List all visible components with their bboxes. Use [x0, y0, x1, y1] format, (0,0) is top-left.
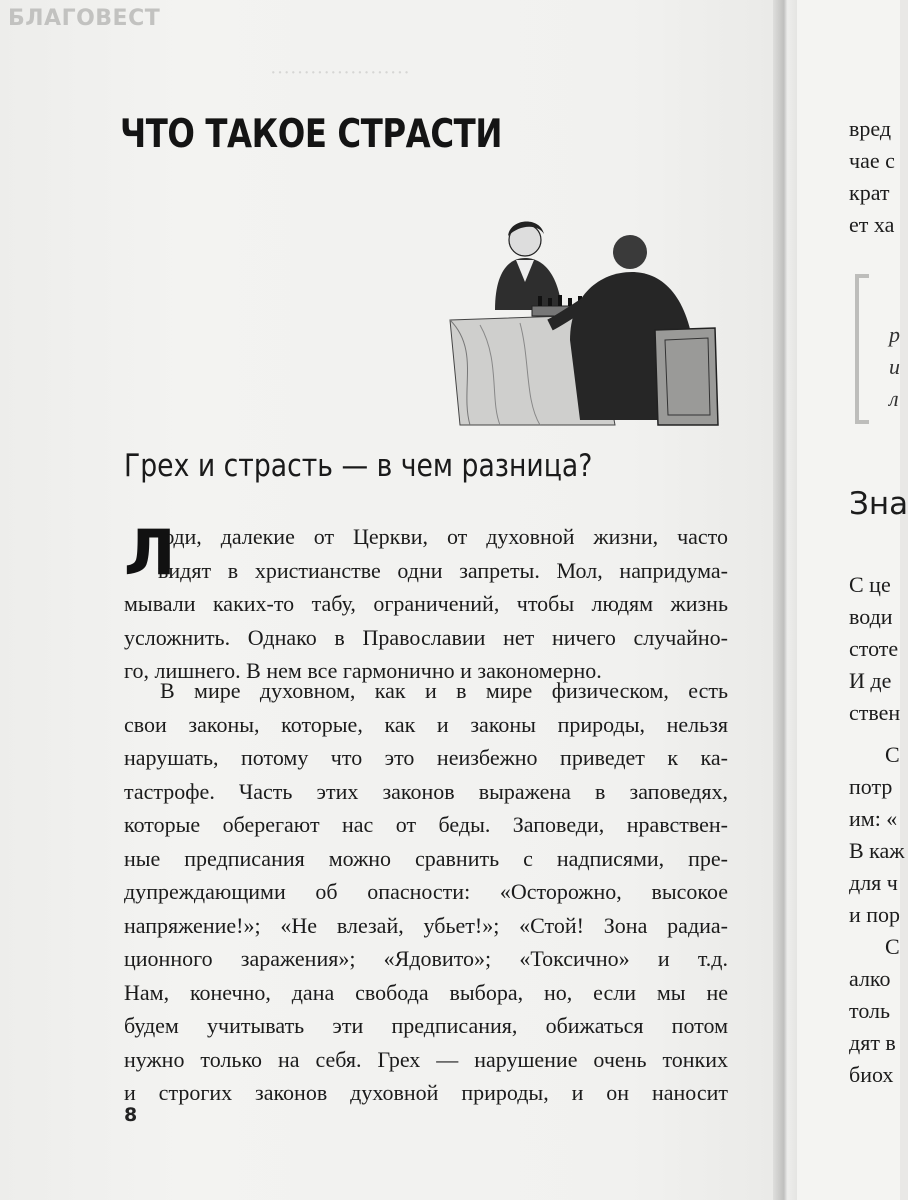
text-line: води — [849, 604, 893, 629]
quote-line: л — [889, 386, 899, 411]
drop-cap: Л — [124, 516, 176, 589]
show-through-text: ····················· — [270, 62, 410, 84]
text-line: С це — [849, 572, 891, 597]
text-line: напряжение!»; «Не влезай, убьет!»; «Стой! Зона радиа- — [124, 912, 728, 938]
text-line: вред — [849, 116, 892, 141]
text-line: им: « — [849, 806, 898, 831]
quote-line: и — [889, 354, 900, 379]
text-line: будем учитывать эти предписания, обижаться потом — [124, 1013, 728, 1038]
page-number: 8 — [124, 1104, 138, 1126]
section-subtitle: Грех и страсть — в чем разница? — [124, 448, 593, 484]
text-line: С — [885, 934, 900, 959]
text-line: дят в — [849, 1030, 896, 1055]
text-line: стоте — [849, 636, 899, 661]
quote-line: р — [889, 322, 900, 347]
text-line: Нам, конечно, дана свобода выбора, но, если мы не — [124, 979, 728, 1005]
text-line: ционного заражения»; «Ядовито»; «Токсично» и т.д. — [124, 946, 728, 971]
text-line: мывали каких-то табу, ограничений, чтобы людям жизнь — [124, 591, 728, 616]
watermark-logo: БЛАГОВЕСТ — [8, 6, 161, 31]
text-line: ет ха — [849, 212, 895, 237]
section-heading: Зна — [849, 486, 908, 522]
text-line: и пор — [849, 902, 901, 927]
right-page — [797, 0, 908, 1200]
chess-players-illustration — [440, 210, 730, 435]
text-line: алко — [849, 966, 891, 991]
text-line: усложнить. Однако в Православии нет ничего случайно- — [124, 624, 728, 650]
paragraph-2 — [124, 674, 728, 1110]
text-line: ствен — [849, 700, 901, 725]
text-line: юди, далекие от Церкви, от духовной жизни, часто — [158, 524, 728, 549]
text-line: и строгих законов духовной природы, и он наносит — [124, 1080, 728, 1105]
text-line: видят в христианстве одни запреты. Мол, напридума- — [158, 557, 728, 583]
text-line: тастрофе. Часть этих законов выражена в заповедях, — [124, 778, 728, 804]
text-line: ные предписания можно сравнить с надписями, пре- — [124, 845, 728, 871]
text-line: чае с — [849, 148, 895, 173]
text-line: С — [885, 742, 900, 767]
text-line: потр — [849, 774, 893, 799]
paragraph-1 — [124, 516, 728, 688]
text-line: В каж — [849, 838, 905, 863]
text-line: биох — [849, 1062, 894, 1087]
chapter-title: ЧТО ТАКОЕ СТРАСТИ — [120, 112, 503, 157]
text-line: для ч — [849, 870, 898, 895]
quote-bracket — [855, 274, 869, 424]
text-line: которые оберегают нас от беды. Заповеди, нравствен- — [124, 812, 728, 837]
text-line: В мире духовном, как и в мире физическом, есть — [160, 678, 728, 703]
text-line: крат — [849, 180, 890, 205]
book-gutter — [773, 0, 797, 1200]
text-line: И де — [849, 668, 892, 693]
text-line: толь — [849, 998, 891, 1023]
text-line: нарушать, потому что это неизбежно приведет к ка- — [124, 745, 728, 770]
text-line: го, лишнего. В нем все гармонично и закономерно. — [124, 658, 602, 683]
text-line: дупреждающими об опасности: «Осторожно, высокое — [124, 879, 728, 904]
text-line: нужно только на себя. Грех — нарушение очень тонких — [124, 1046, 728, 1072]
text-line: свои законы, которые, как и законы природы, нельзя — [124, 711, 728, 737]
